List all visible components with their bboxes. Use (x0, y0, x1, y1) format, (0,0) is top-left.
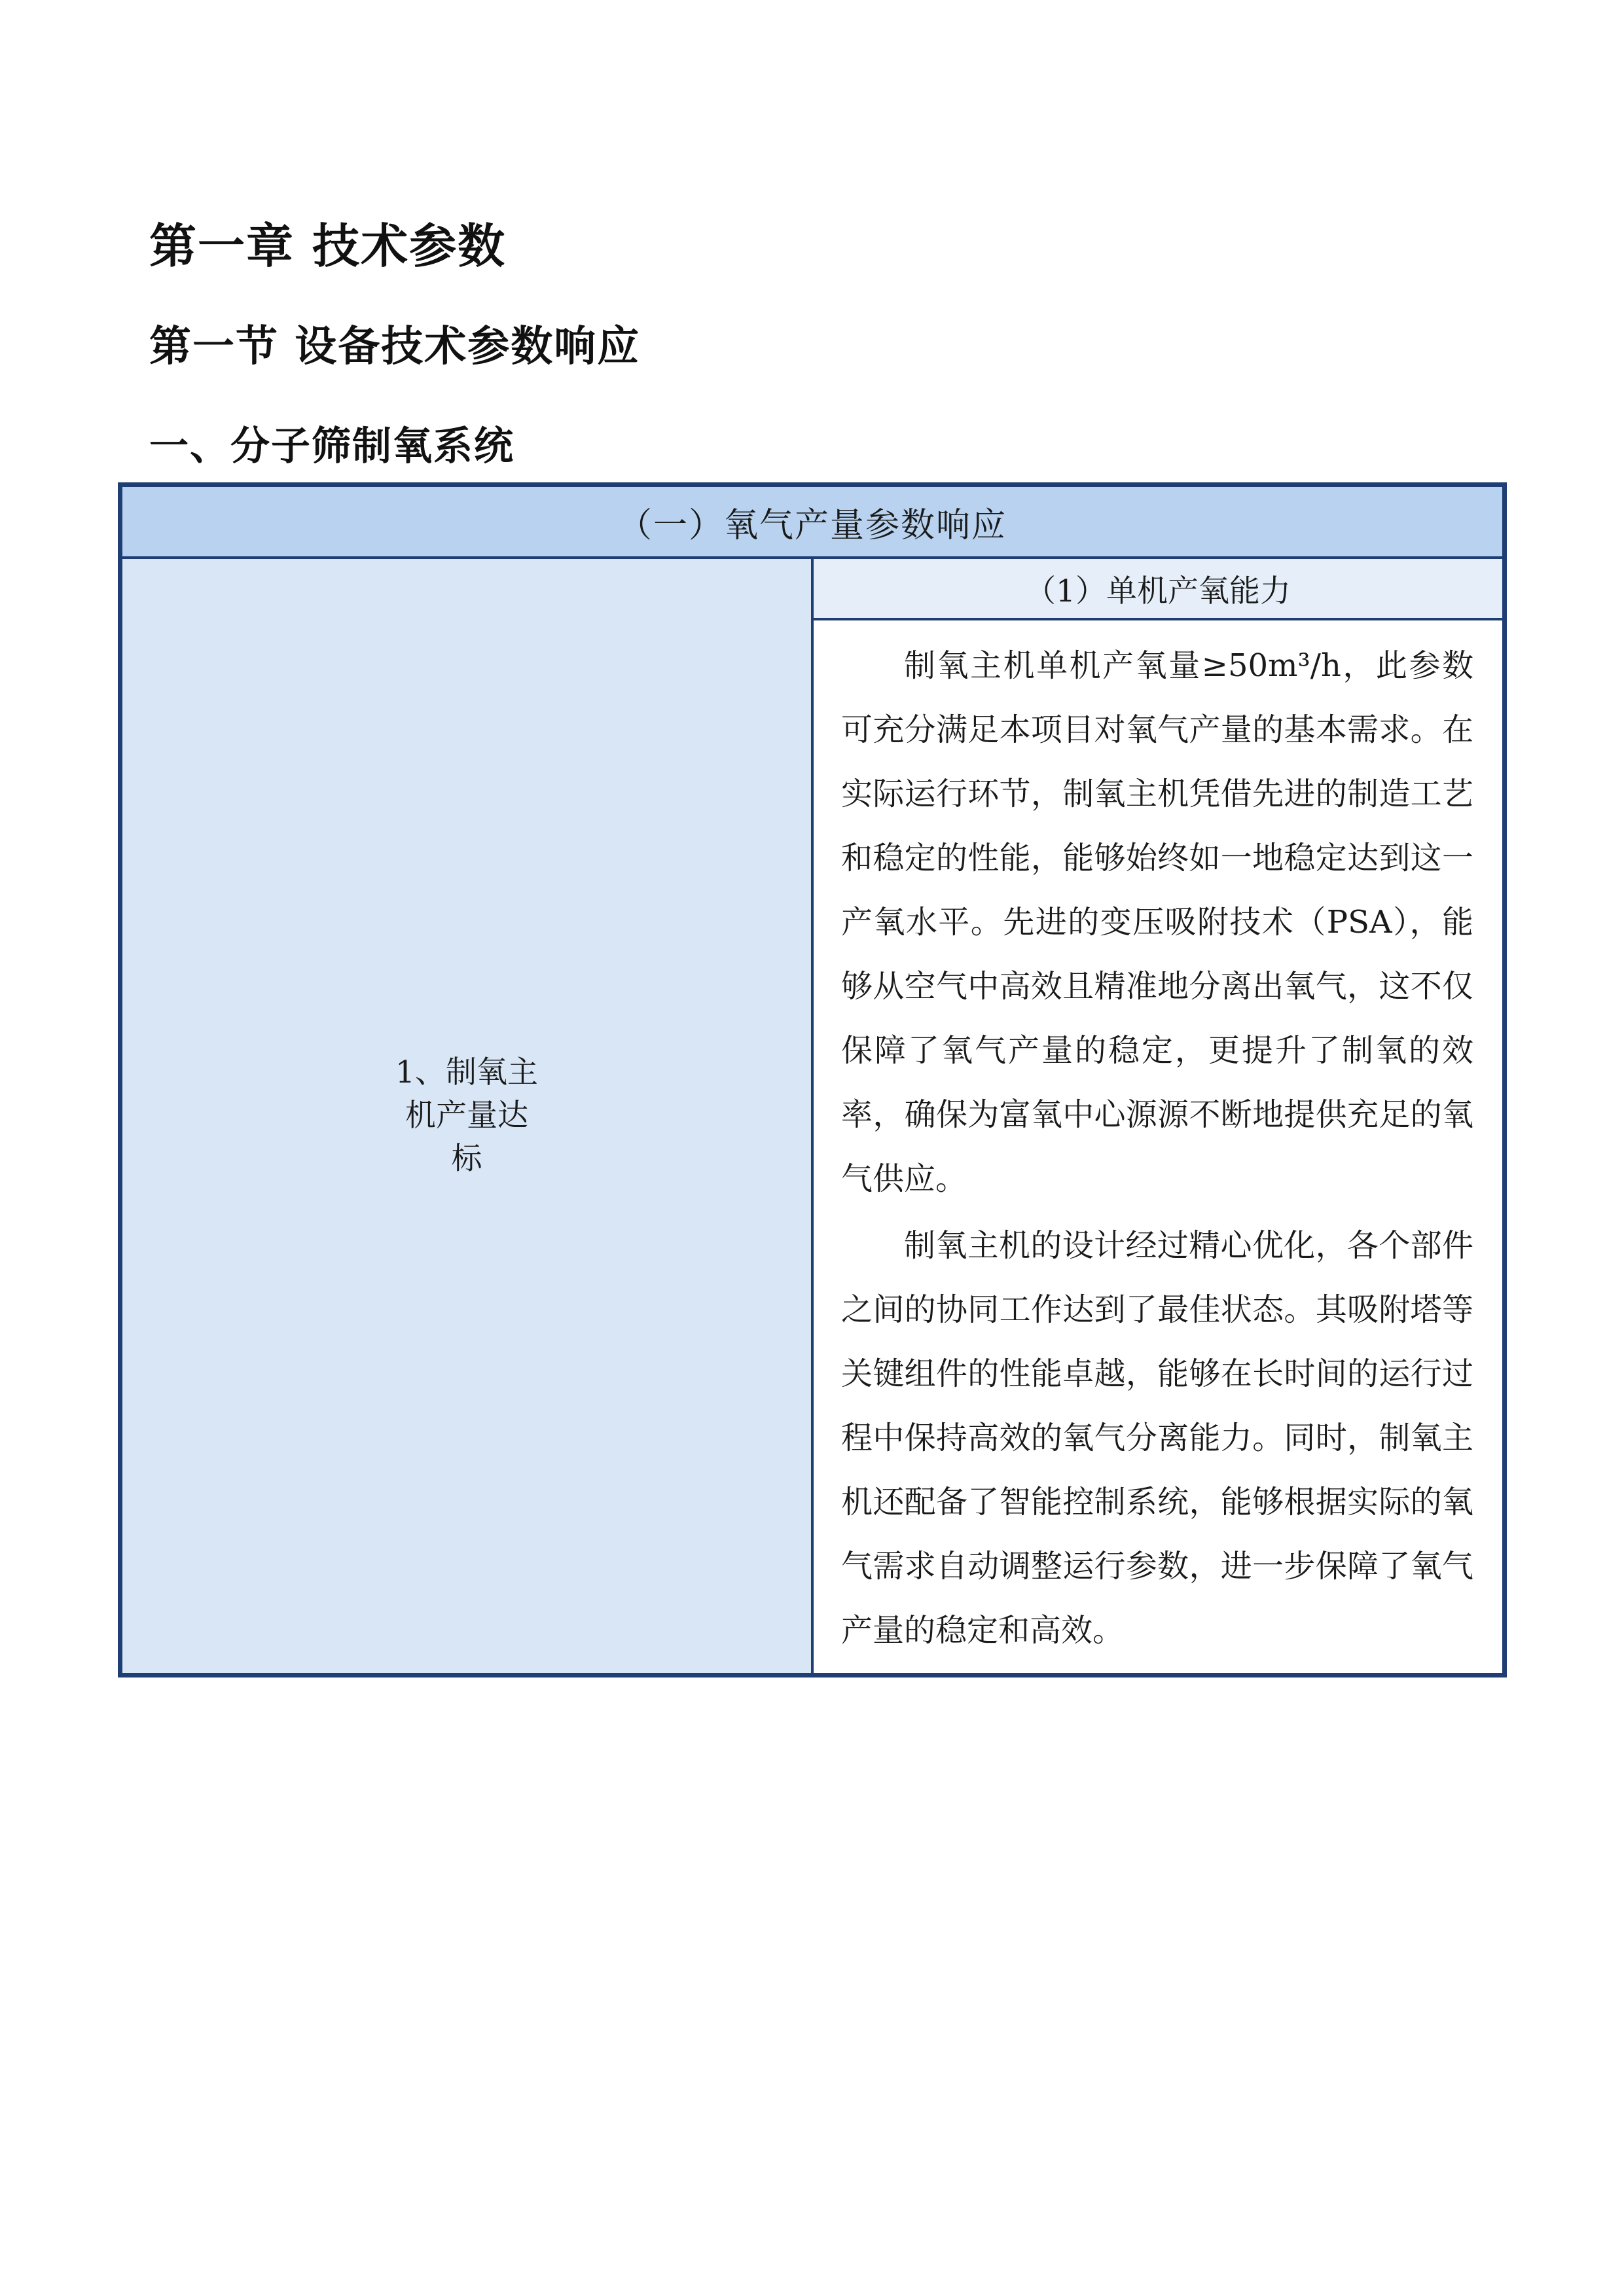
row-label-line: 标 (451, 1141, 482, 1177)
item-title: （1）单机产氧能力 (812, 558, 1505, 619)
table-item-row (120, 558, 1505, 619)
parameter-response-table (118, 482, 1507, 1677)
item-description (812, 619, 1505, 1676)
table-title-row (120, 485, 1505, 558)
paragraph: 制氧主机的设计经过精心优化，各个部件之间的协同工作达到了最佳状态。其吸附塔等关键组件的性能卓越，能够在长时间的运行过程中保持高效的氧气分离能力。同时，制氧主机还配备了智能控制系统，能够根据实际的氧气需求自动调整运行参数，进一步保障了氧气产量的稳定和高效。 (841, 1227, 1473, 1649)
table-title: （一）氧气产量参数响应 (120, 485, 1505, 558)
subsection-title: 一、分子筛制氧系统 (149, 423, 514, 469)
paragraph: 制氧主机单机产氧量≥50m³/h，此参数可充分满足本项目对氧气产量的基本需求。在实际运行环节，制氧主机凭借先进的制造工艺和稳定的性能，能够始终如一地稳定达到这一产氧水平。先进的变压吸附技术（PSA），能够从空气中高效且精准地分离出氧气，这不仅保障了氧气产量的稳定，更提升了制氧的效率，确保为富氧中心源源不断地提供充足的氧气供应。 (841, 647, 1473, 1197)
section-title: 第一节 设备技术参数响应 (149, 323, 641, 371)
row-label-line: 机产量达 (405, 1098, 528, 1134)
chapter-title: 第一章 技术参数 (149, 219, 507, 274)
row-label (120, 558, 813, 1676)
row-label-line: 1、制氧主 (395, 1054, 538, 1090)
